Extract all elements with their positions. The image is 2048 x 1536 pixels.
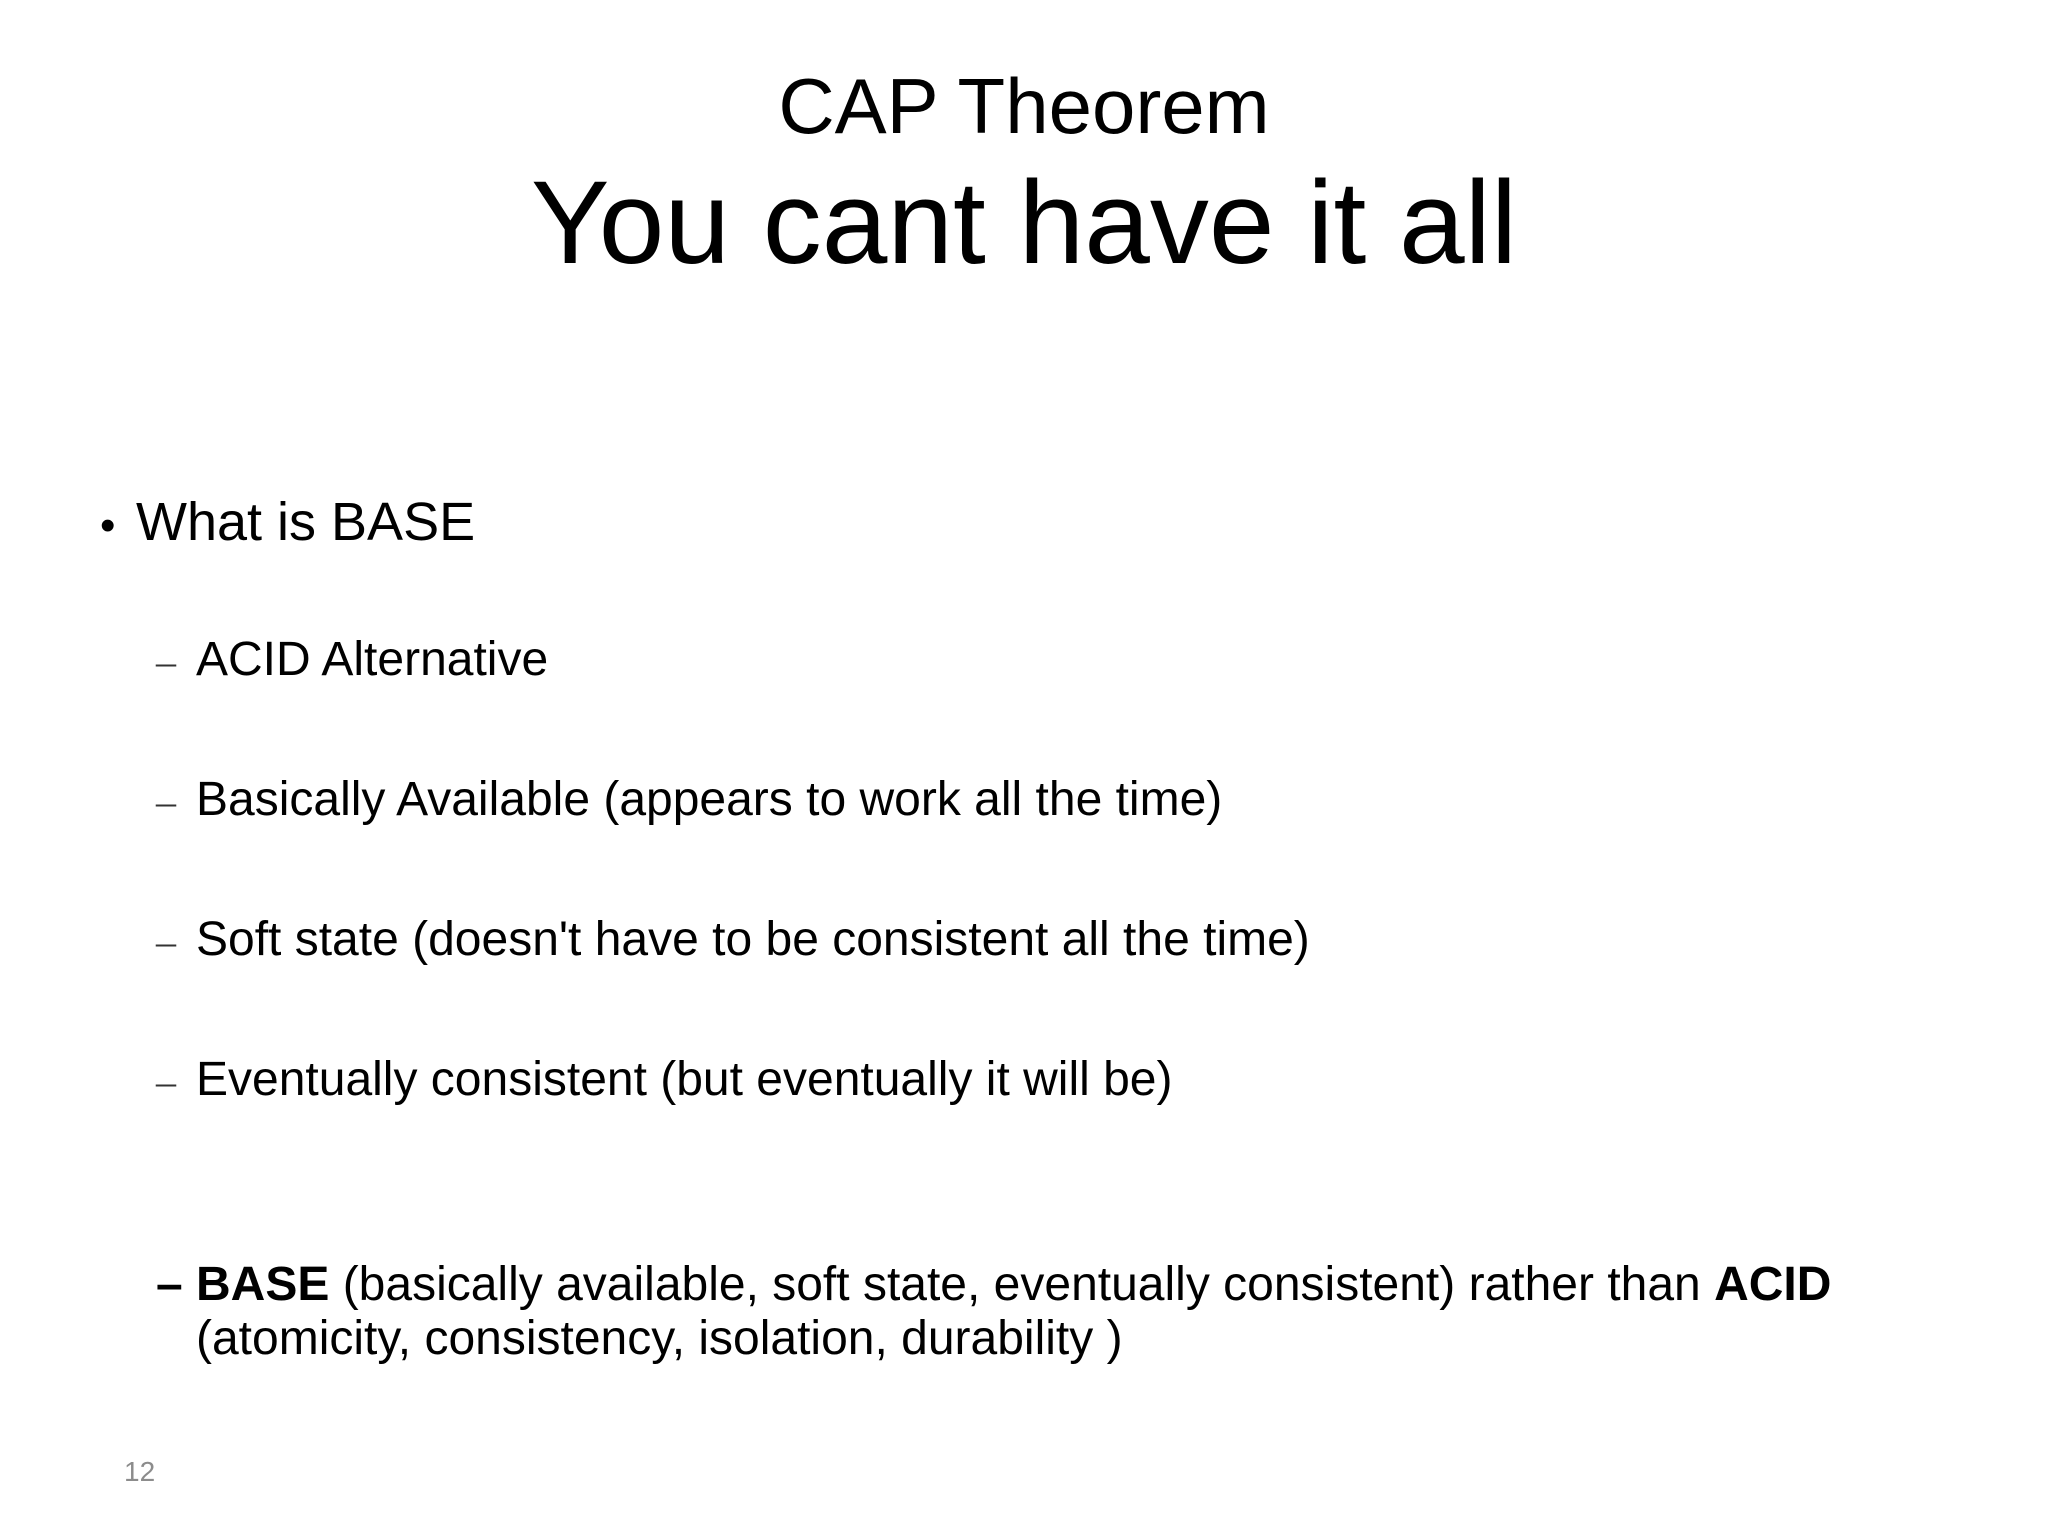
term-acid: ACID [1714,1258,1832,1311]
slide-title [0,60,2048,288]
sub-bullet-item [156,770,2000,832]
page-number: 12 [124,1456,156,1487]
term-base: BASE [196,1258,330,1311]
sub-bullet-list [100,630,2000,1366]
summary-bullet [156,1258,2000,1366]
sub-bullet-text: ACID Alternative [196,633,549,686]
sub-bullet-text: Eventually consistent (but eventually it will be) [196,1053,1173,1106]
slide-content [100,490,2000,1366]
summary-middle: (basically available, soft state, eventually consistent) rather than [329,1258,1715,1311]
bullet-marker: • [100,501,116,550]
sub-bullet-text: Basically Available (appears to work all the time) [196,773,1223,826]
dash-marker: – [156,779,176,824]
bullet-what-is-base [100,490,2000,558]
dash-marker: – [156,639,176,684]
summary-text [196,1258,1976,1366]
sub-bullet-text: Soft state (doesn't have to be consistent all the time) [196,913,1310,966]
title-line-1: CAP Theorem [778,62,1270,150]
dash-marker: – [156,1059,176,1104]
sub-bullet-item [156,910,2000,972]
title-line-2: You cant have it all [530,157,1518,289]
summary-tail: (atomicity, consistency, isolation, durability ) [196,1312,1123,1365]
dash-marker: – [156,919,176,964]
sub-bullet-item [156,1050,2000,1112]
bullet-text: What is BASE [136,492,476,552]
sub-bullet-item [156,630,2000,692]
dash-marker: – [156,1258,183,1311]
